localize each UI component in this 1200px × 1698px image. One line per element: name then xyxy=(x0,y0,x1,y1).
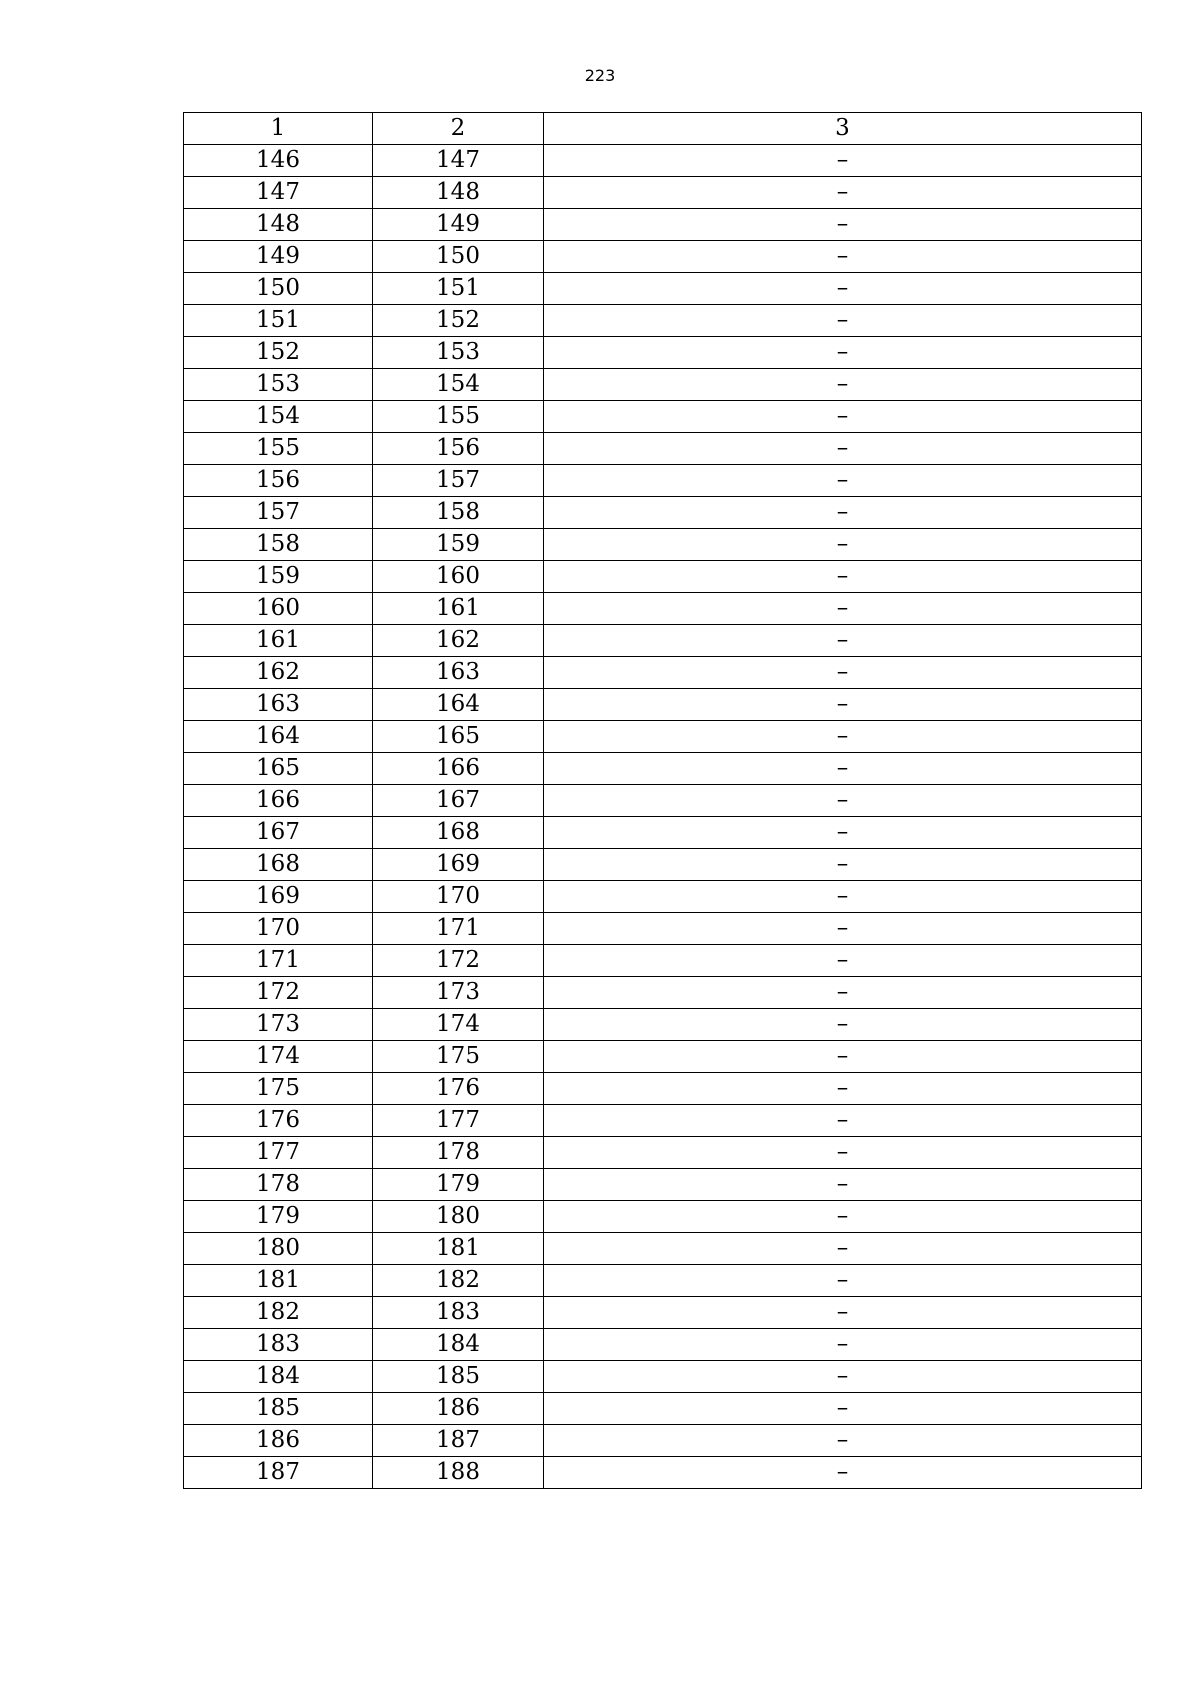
data-table xyxy=(183,112,1142,1489)
table-row xyxy=(184,273,1142,305)
table-row xyxy=(184,1169,1142,1201)
table-row xyxy=(184,1457,1142,1489)
table-cell: – xyxy=(544,1233,1142,1265)
table-cell: 165 xyxy=(184,753,373,785)
table-row xyxy=(184,1361,1142,1393)
table-cell: 187 xyxy=(184,1457,373,1489)
table-cell: – xyxy=(544,625,1142,657)
table-row xyxy=(184,1425,1142,1457)
table-cell: 166 xyxy=(184,785,373,817)
table-cell: 175 xyxy=(184,1073,373,1105)
table-row xyxy=(184,1201,1142,1233)
table-cell: 181 xyxy=(373,1233,544,1265)
table-cell: 158 xyxy=(184,529,373,561)
table-row xyxy=(184,1009,1142,1041)
table-row xyxy=(184,1265,1142,1297)
table-cell: 178 xyxy=(184,1169,373,1201)
table-cell: 174 xyxy=(373,1009,544,1041)
table-row xyxy=(184,209,1142,241)
table-row xyxy=(184,561,1142,593)
table-row xyxy=(184,1393,1142,1425)
table-cell: 170 xyxy=(184,913,373,945)
table-cell: – xyxy=(544,1041,1142,1073)
table-row xyxy=(184,1297,1142,1329)
table-cell: 182 xyxy=(373,1265,544,1297)
column-header: 2 xyxy=(373,113,544,145)
table-cell: 165 xyxy=(373,721,544,753)
table-cell: 174 xyxy=(184,1041,373,1073)
table-row xyxy=(184,657,1142,689)
table-cell: – xyxy=(544,529,1142,561)
table-cell: 180 xyxy=(184,1233,373,1265)
table-cell: 147 xyxy=(373,145,544,177)
table-cell: 185 xyxy=(373,1361,544,1393)
table-row xyxy=(184,817,1142,849)
table-cell: 184 xyxy=(184,1361,373,1393)
table-cell: – xyxy=(544,305,1142,337)
table-cell: 147 xyxy=(184,177,373,209)
table-cell: – xyxy=(544,657,1142,689)
table-row xyxy=(184,145,1142,177)
table-cell: – xyxy=(544,1265,1142,1297)
table-cell: – xyxy=(544,401,1142,433)
table-cell: 168 xyxy=(184,849,373,881)
table-cell: – xyxy=(544,721,1142,753)
table-cell: – xyxy=(544,1009,1142,1041)
table-cell: 150 xyxy=(184,273,373,305)
table-cell: 167 xyxy=(373,785,544,817)
table-cell: – xyxy=(544,849,1142,881)
table-cell: – xyxy=(544,337,1142,369)
table-cell: – xyxy=(544,273,1142,305)
table-cell: 180 xyxy=(373,1201,544,1233)
table-cell: 170 xyxy=(373,881,544,913)
table-cell: 166 xyxy=(373,753,544,785)
table-cell: – xyxy=(544,1329,1142,1361)
table-cell: 169 xyxy=(373,849,544,881)
table-cell: – xyxy=(544,241,1142,273)
table-cell: – xyxy=(544,593,1142,625)
table-cell: – xyxy=(544,913,1142,945)
table-cell: – xyxy=(544,945,1142,977)
table-cell: 178 xyxy=(373,1137,544,1169)
table-cell: – xyxy=(544,561,1142,593)
table-row xyxy=(184,401,1142,433)
table-cell: 183 xyxy=(373,1297,544,1329)
table-cell: 183 xyxy=(184,1329,373,1361)
table-cell: – xyxy=(544,817,1142,849)
table-cell: 158 xyxy=(373,497,544,529)
table-cell: – xyxy=(544,1201,1142,1233)
table-row xyxy=(184,1105,1142,1137)
table-row xyxy=(184,1137,1142,1169)
table-cell: 159 xyxy=(373,529,544,561)
table-cell: 173 xyxy=(373,977,544,1009)
table-row xyxy=(184,593,1142,625)
table-cell: 160 xyxy=(184,593,373,625)
table-cell: 155 xyxy=(373,401,544,433)
table-cell: – xyxy=(544,1137,1142,1169)
table-cell: 163 xyxy=(184,689,373,721)
table-cell: – xyxy=(544,145,1142,177)
table-cell: 177 xyxy=(373,1105,544,1137)
table-row xyxy=(184,369,1142,401)
table-cell: – xyxy=(544,497,1142,529)
table-cell: 172 xyxy=(373,945,544,977)
table-row xyxy=(184,177,1142,209)
table-cell: 164 xyxy=(373,689,544,721)
table-cell: – xyxy=(544,1169,1142,1201)
table-cell: 186 xyxy=(373,1393,544,1425)
table-cell: 154 xyxy=(373,369,544,401)
table-row xyxy=(184,849,1142,881)
table-cell: 152 xyxy=(184,337,373,369)
table-cell: 149 xyxy=(373,209,544,241)
table-cell: 156 xyxy=(373,433,544,465)
column-header: 1 xyxy=(184,113,373,145)
table-row xyxy=(184,1073,1142,1105)
table-cell: – xyxy=(544,369,1142,401)
table-cell: 153 xyxy=(184,369,373,401)
table-cell: – xyxy=(544,465,1142,497)
table-cell: 171 xyxy=(184,945,373,977)
table-cell: 176 xyxy=(373,1073,544,1105)
table-cell: 181 xyxy=(184,1265,373,1297)
table-row xyxy=(184,913,1142,945)
table-row xyxy=(184,785,1142,817)
table-cell: 169 xyxy=(184,881,373,913)
table-cell: 185 xyxy=(184,1393,373,1425)
table-row xyxy=(184,241,1142,273)
column-header: 3 xyxy=(544,113,1142,145)
table-cell: 152 xyxy=(373,305,544,337)
table-cell: 163 xyxy=(373,657,544,689)
table-cell: 182 xyxy=(184,1297,373,1329)
table-cell: – xyxy=(544,1393,1142,1425)
table-cell: 162 xyxy=(373,625,544,657)
table-cell: 184 xyxy=(373,1329,544,1361)
page-number: 223 xyxy=(584,66,616,85)
table-cell: – xyxy=(544,177,1142,209)
table-row xyxy=(184,721,1142,753)
table-cell: 161 xyxy=(184,625,373,657)
table-cell: 156 xyxy=(184,465,373,497)
table-cell: – xyxy=(544,1105,1142,1137)
table-row xyxy=(184,305,1142,337)
table-row xyxy=(184,465,1142,497)
table-cell: 160 xyxy=(373,561,544,593)
table-cell: – xyxy=(544,1297,1142,1329)
table-cell: 176 xyxy=(184,1105,373,1137)
table-cell: 151 xyxy=(184,305,373,337)
table-cell: 171 xyxy=(373,913,544,945)
table-cell: 150 xyxy=(373,241,544,273)
table-cell: – xyxy=(544,433,1142,465)
table-cell: 159 xyxy=(184,561,373,593)
table-cell: 153 xyxy=(373,337,544,369)
table-row xyxy=(184,497,1142,529)
table-cell: – xyxy=(544,785,1142,817)
table-row xyxy=(184,945,1142,977)
table-cell: 172 xyxy=(184,977,373,1009)
table-cell: 175 xyxy=(373,1041,544,1073)
table-row xyxy=(184,689,1142,721)
table-cell: 157 xyxy=(373,465,544,497)
table-cell: 151 xyxy=(373,273,544,305)
table-cell: 179 xyxy=(184,1201,373,1233)
table-cell: 157 xyxy=(184,497,373,529)
table-row xyxy=(184,753,1142,785)
table-cell: – xyxy=(544,689,1142,721)
table-cell: 186 xyxy=(184,1425,373,1457)
table-cell: 173 xyxy=(184,1009,373,1041)
table-cell: 177 xyxy=(184,1137,373,1169)
table-row xyxy=(184,529,1142,561)
table-cell: 148 xyxy=(184,209,373,241)
table-body xyxy=(184,113,1142,1489)
table-cell: – xyxy=(544,1425,1142,1457)
table-row xyxy=(184,1041,1142,1073)
table-cell: – xyxy=(544,881,1142,913)
table-cell: 155 xyxy=(184,433,373,465)
table-cell: 164 xyxy=(184,721,373,753)
table-cell: – xyxy=(544,977,1142,1009)
table-cell: – xyxy=(544,1457,1142,1489)
table-cell: – xyxy=(544,209,1142,241)
table-cell: 162 xyxy=(184,657,373,689)
table-cell: 161 xyxy=(373,593,544,625)
table-cell: 146 xyxy=(184,145,373,177)
table-cell: 187 xyxy=(373,1425,544,1457)
table-cell: 148 xyxy=(373,177,544,209)
table-cell: – xyxy=(544,1361,1142,1393)
table-cell: 154 xyxy=(184,401,373,433)
table-row xyxy=(184,337,1142,369)
table-cell: 149 xyxy=(184,241,373,273)
table-row xyxy=(184,1233,1142,1265)
table-cell: 168 xyxy=(373,817,544,849)
table-cell: 179 xyxy=(373,1169,544,1201)
table-cell: – xyxy=(544,1073,1142,1105)
table-row xyxy=(184,1329,1142,1361)
table-cell: 188 xyxy=(373,1457,544,1489)
table-row xyxy=(184,977,1142,1009)
table-cell: 167 xyxy=(184,817,373,849)
table-header-row xyxy=(184,113,1142,145)
table-row xyxy=(184,625,1142,657)
table-row xyxy=(184,881,1142,913)
table-cell: – xyxy=(544,753,1142,785)
table-row xyxy=(184,433,1142,465)
